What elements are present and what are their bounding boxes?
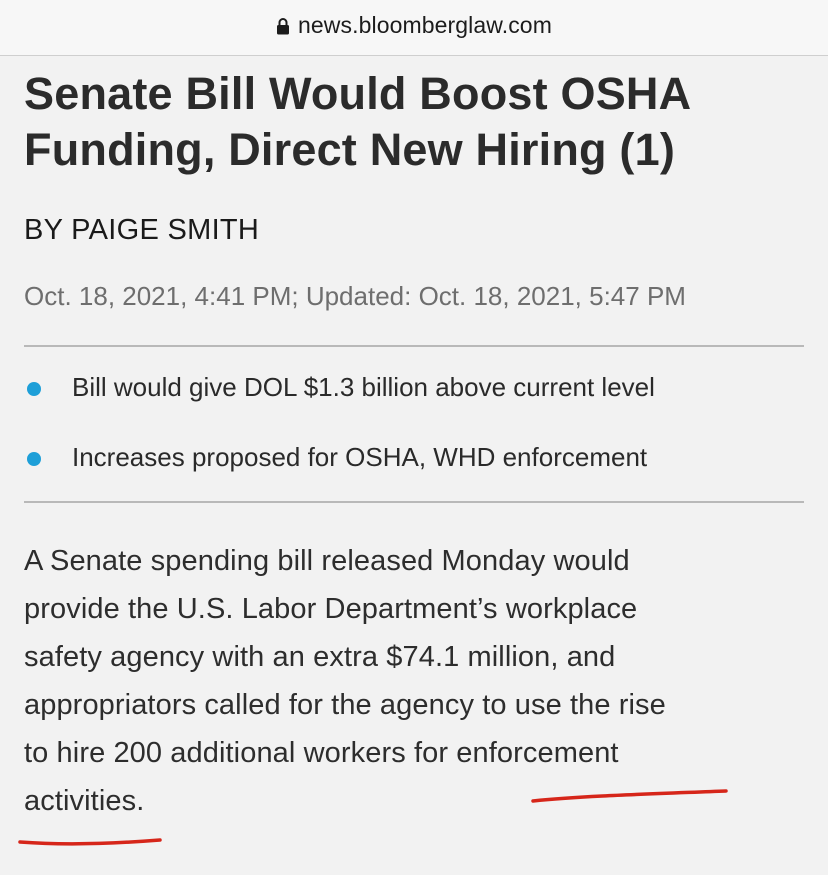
article-body <box>24 503 804 825</box>
underline-activities <box>20 840 160 844</box>
body-line: A Senate spending bill released Monday would <box>24 545 630 577</box>
headline-line-1: Senate Bill Would Boost OSHA <box>24 68 692 119</box>
address-bar[interactable] <box>0 0 828 56</box>
bullet-dot-icon <box>27 452 41 466</box>
byline: BY PAIGE SMITH <box>24 214 260 246</box>
lock-icon <box>276 17 290 35</box>
body-line: to hire 200 additional workers for enforcement <box>24 737 619 769</box>
bullet-dot-icon <box>27 382 41 396</box>
summary-bullet <box>24 369 804 405</box>
article <box>24 56 804 825</box>
summary-bullet-text: Bill would give DOL $1.3 billion above current level <box>72 372 655 402</box>
body-line: appropriators called for the agency to use the rise <box>24 689 666 721</box>
body-line: safety agency with an extra $74.1 million, and <box>24 641 616 673</box>
body-line: provide the U.S. Labor Department’s workplace <box>24 593 638 625</box>
body-line: activities. <box>24 785 145 817</box>
dateline: Oct. 18, 2021, 4:41 PM; Updated: Oct. 18, 2021, 5:47 PM <box>24 281 686 311</box>
summary-bullet <box>24 439 804 475</box>
headline <box>24 56 804 178</box>
url-text: news.bloomberglaw.com <box>298 12 552 38</box>
summary-bullets <box>24 347 804 501</box>
url-display[interactable] <box>276 12 552 39</box>
headline-line-2: Funding, Direct New Hiring (1) <box>24 124 676 175</box>
summary-bullet-text: Increases proposed for OSHA, WHD enforcement <box>72 442 648 472</box>
